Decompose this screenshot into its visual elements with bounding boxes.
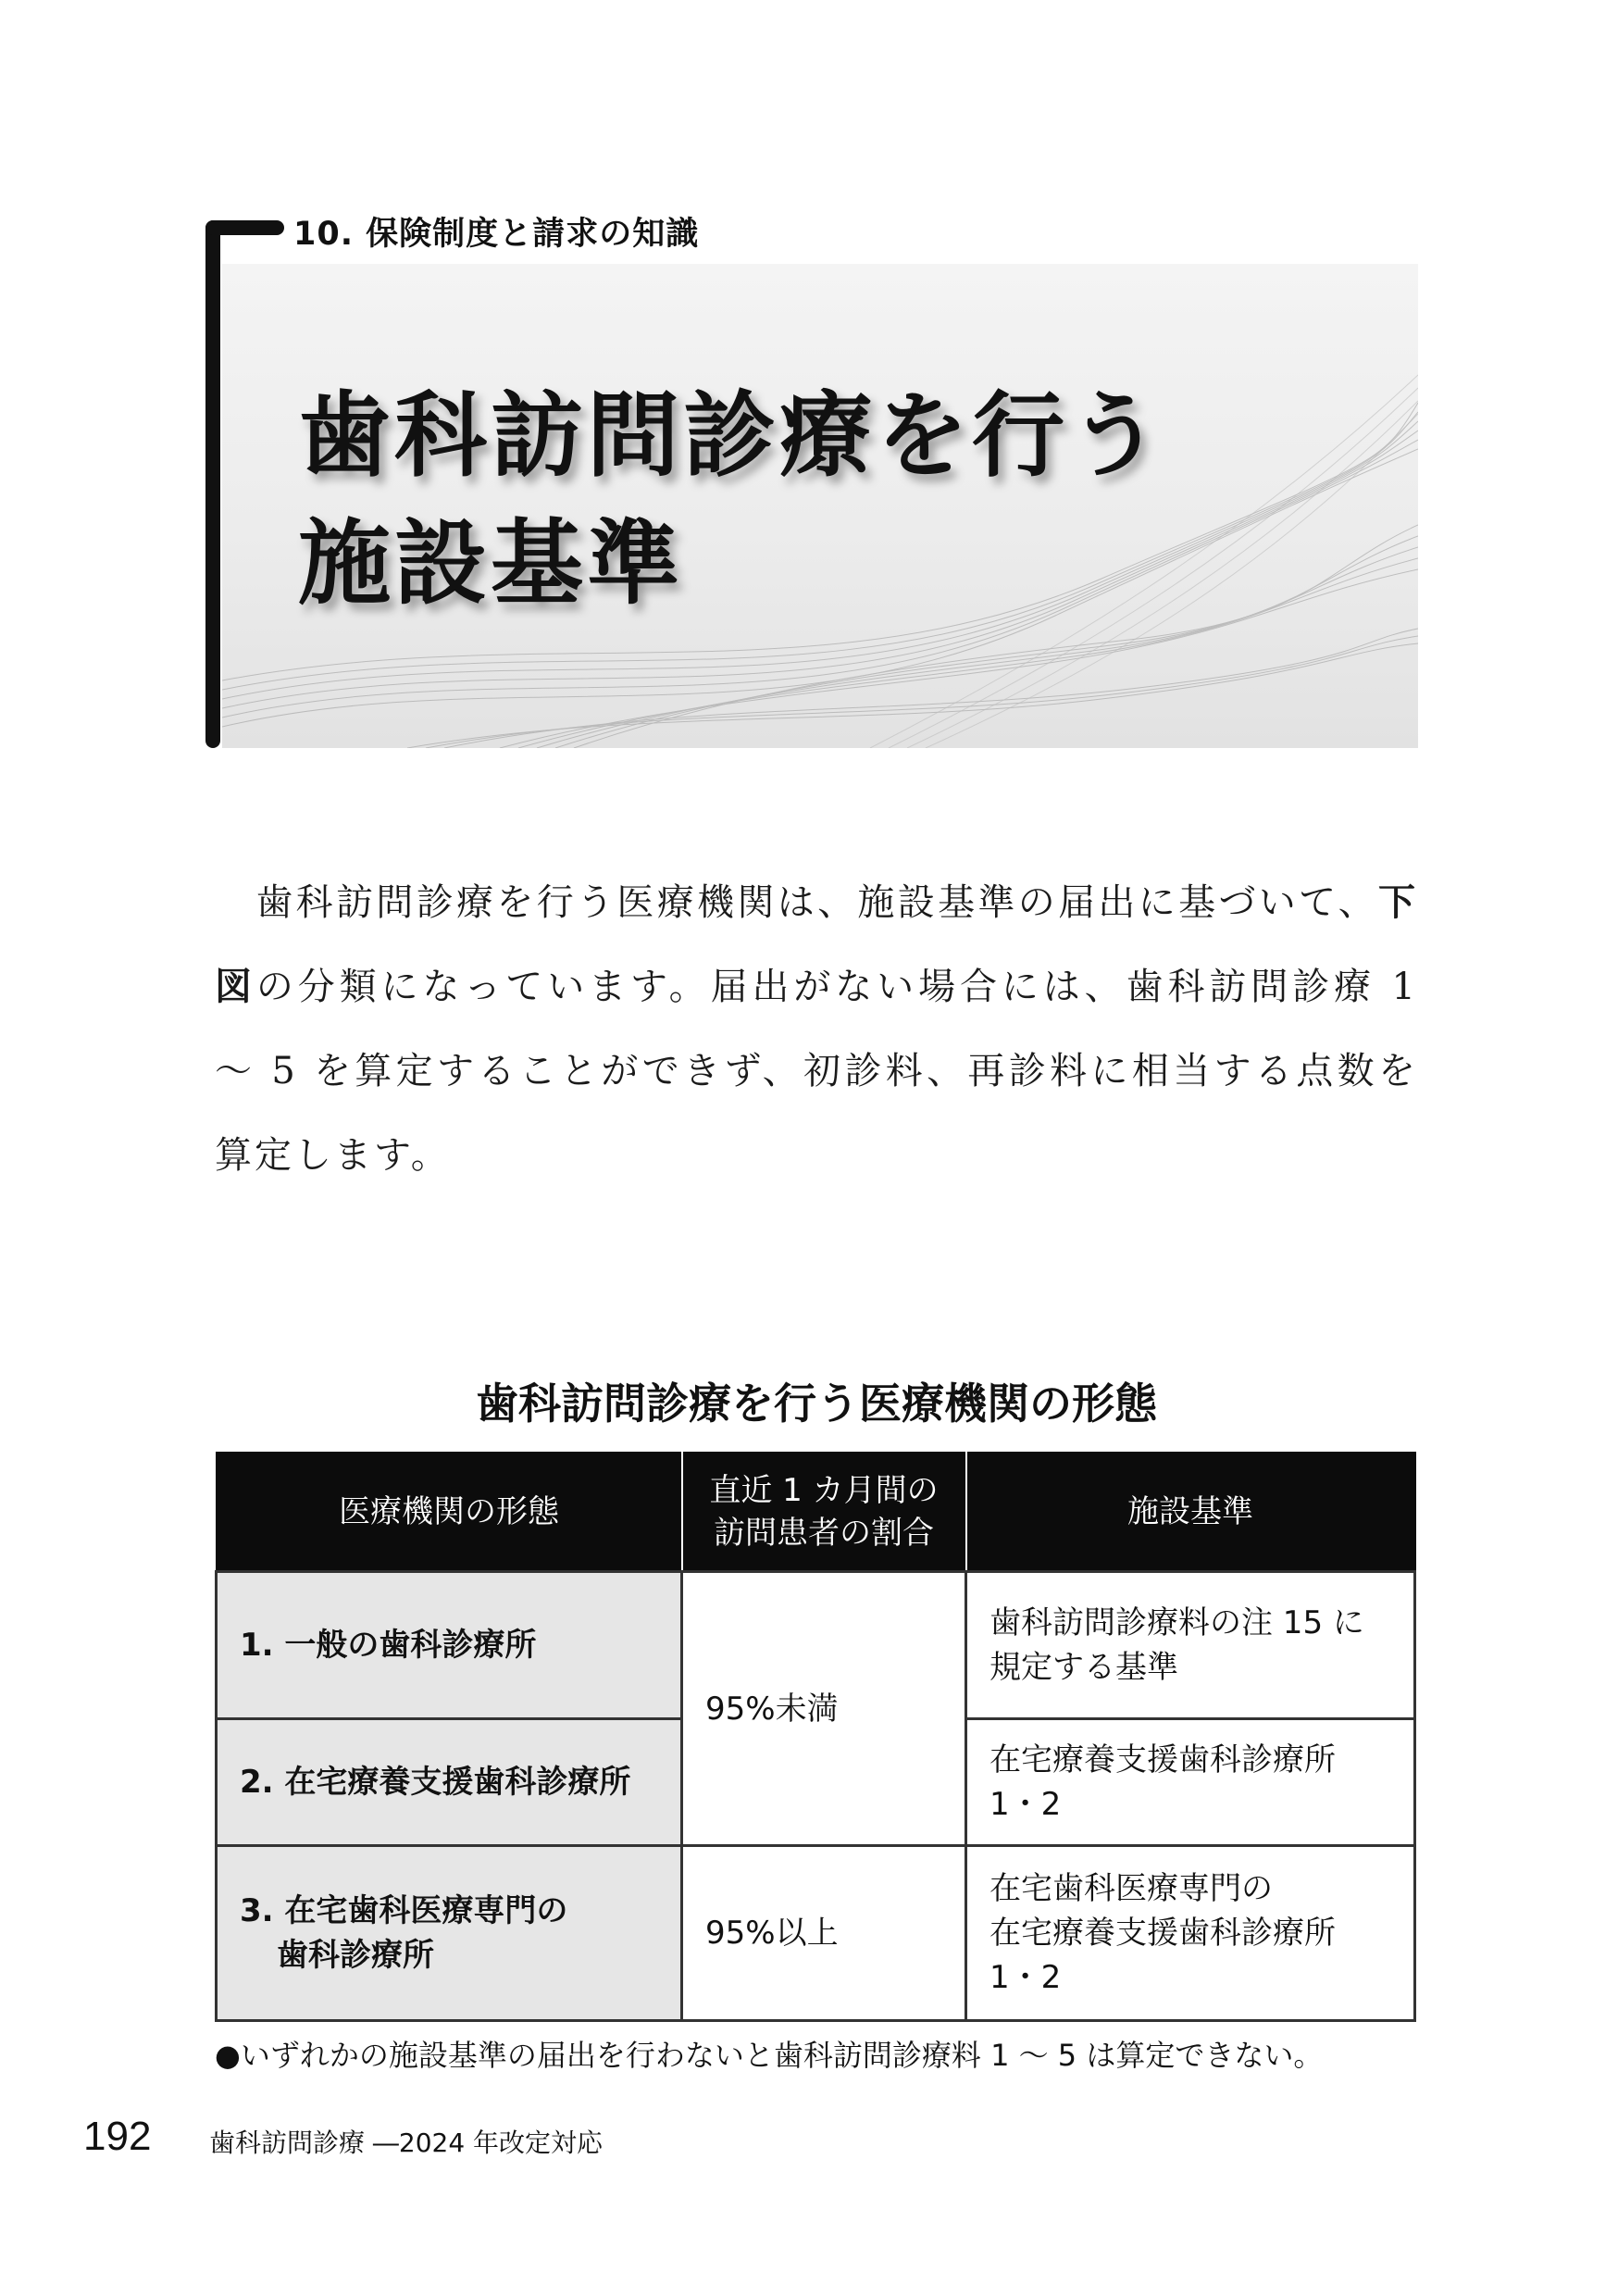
cell-standard-line1: 在宅歯科医療専門の: [989, 1870, 1273, 1907]
table-header-row: [217, 1453, 1415, 1572]
chapter-label: 10. 保険制度と請求の知識: [293, 216, 700, 253]
cell-standard: [966, 1719, 1415, 1846]
cell-standard: [966, 1846, 1415, 2021]
intro-text-part1: 歯科訪問診療を行う医療機関は、施設基準の届出に基づいて、: [255, 881, 1378, 924]
page-title-line1: 歯科訪問診療を行う: [298, 381, 1164, 490]
cell-type: 1. 一般の歯科診療所: [217, 1572, 682, 1719]
cell-standard-line3: 1・2: [989, 1959, 1062, 1996]
table-row: [217, 1846, 1415, 2021]
header-standard: 施設基準: [966, 1453, 1415, 1572]
cell-type: [217, 1846, 682, 2021]
header-ratio-line1: 直近 1 カ月間の: [709, 1472, 939, 1509]
cell-ratio: 95%未満: [682, 1572, 966, 1846]
intro-text-part2: の分類になっています。届出がない場合には、歯科訪問診療 1 ～ 5 を算定することができず、初診料、再診料に相当する点数を算定します。: [215, 966, 1419, 1177]
cell-standard-line1: 在宅療養支援歯科診療所: [989, 1741, 1336, 1778]
cell-standard-line2: 在宅療養支援歯科診療所: [989, 1915, 1336, 1952]
cell-standard-line2: 1・2: [989, 1786, 1062, 1823]
page-title-line2: 施設基準: [298, 509, 683, 618]
intro-emphasis: 下図: [215, 881, 1418, 1008]
chapter-accent-bar: [205, 220, 220, 748]
cell-standard-line1: 歯科訪問診療料の注 15 に: [989, 1604, 1364, 1641]
cell-type: 2. 在宅療養支援歯科診療所: [217, 1719, 682, 1846]
cell-type-line2: 歯科診療所: [277, 1937, 434, 1974]
cell-ratio: 95%以上: [682, 1846, 966, 2021]
cell-standard-line2: 規定する基準: [989, 1649, 1178, 1686]
cell-type-line1: 3. 在宅歯科医療専門の: [240, 1892, 568, 1929]
page-number: 192: [83, 2114, 152, 2159]
facility-forms-table: [215, 1452, 1416, 2022]
page-title: [298, 372, 1164, 628]
table-title: 歯科訪問診療を行う医療機関の形態: [476, 1379, 1157, 1429]
cell-standard: [966, 1572, 1415, 1719]
table-row: [217, 1572, 1415, 1719]
intro-paragraph: [215, 861, 1418, 1198]
running-title: 歯科訪問診療 ―2024 年改定対応: [209, 2128, 604, 2158]
header-ratio-line2: 訪問患者の割合: [714, 1515, 934, 1552]
table-note: ●いずれかの施設基準の届出を行わないと歯科訪問診療料 1 ～ 5 は算定できない。: [215, 2038, 1324, 2073]
chapter-accent-bar-top: [205, 220, 284, 235]
header-ratio: [682, 1453, 966, 1572]
header-type: 医療機関の形態: [217, 1453, 682, 1572]
